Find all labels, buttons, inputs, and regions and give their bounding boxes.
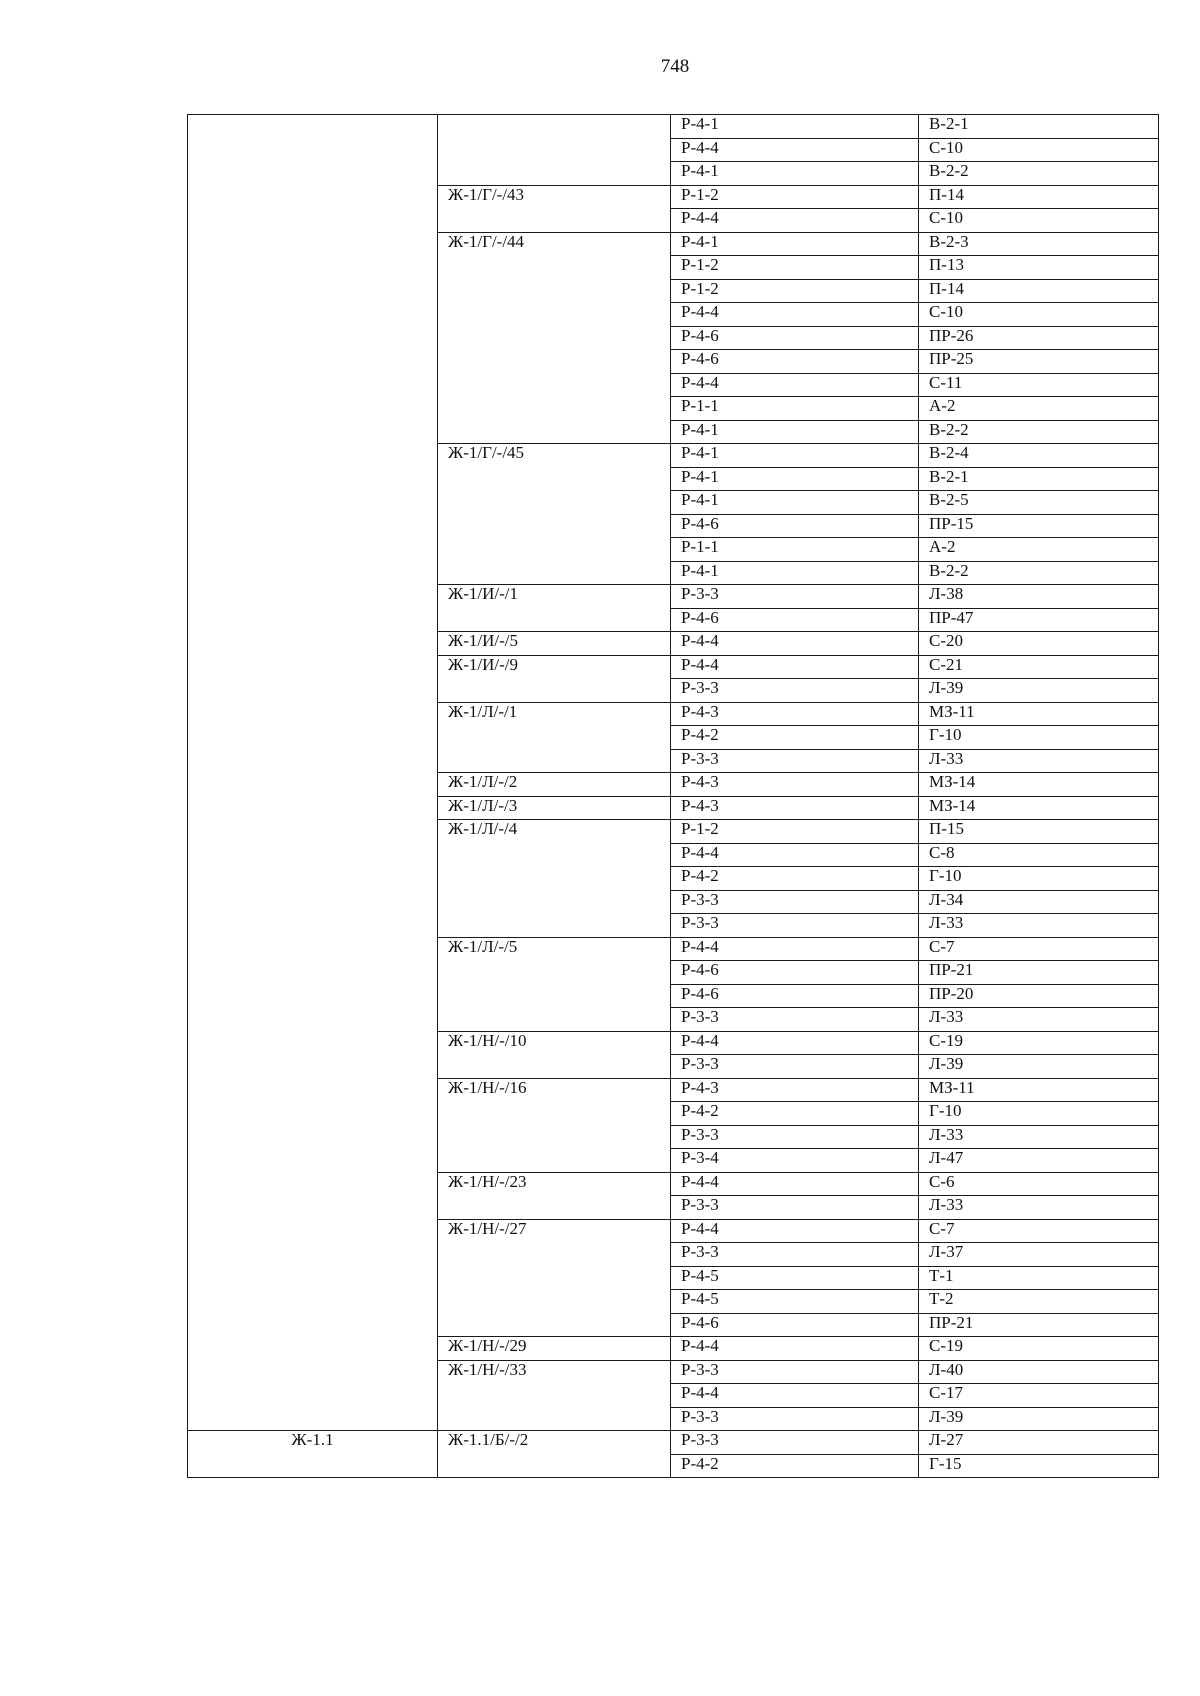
code-cell bbox=[438, 115, 671, 186]
ref-code-cell: В-2-5 bbox=[919, 491, 1159, 515]
code-cell: Ж-1/Н/-/33 bbox=[438, 1360, 671, 1431]
r-code-cell: Р-4-6 bbox=[671, 326, 919, 350]
r-code-cell: Р-4-4 bbox=[671, 303, 919, 327]
r-code-cell: Р-4-4 bbox=[671, 373, 919, 397]
r-code-cell: Р-1-1 bbox=[671, 397, 919, 421]
r-code-cell: Р-4-3 bbox=[671, 796, 919, 820]
code-cell: Ж-1/Н/-/27 bbox=[438, 1219, 671, 1337]
ref-code-cell: В-2-2 bbox=[919, 420, 1159, 444]
ref-code-cell: Л-39 bbox=[919, 1407, 1159, 1431]
r-code-cell: Р-4-6 bbox=[671, 608, 919, 632]
ref-code-cell: А-2 bbox=[919, 397, 1159, 421]
r-code-cell: Р-1-1 bbox=[671, 538, 919, 562]
r-code-cell: Р-4-6 bbox=[671, 984, 919, 1008]
r-code-cell: Р-4-4 bbox=[671, 655, 919, 679]
code-cell: Ж-1.1/Б/-/2 bbox=[438, 1431, 671, 1478]
ref-code-cell: Л-27 bbox=[919, 1431, 1159, 1455]
ref-code-cell: Л-33 bbox=[919, 1008, 1159, 1032]
r-code-cell: Р-4-1 bbox=[671, 115, 919, 139]
ref-code-cell: С-19 bbox=[919, 1031, 1159, 1055]
code-cell: Ж-1/Г/-/43 bbox=[438, 185, 671, 232]
ref-code-cell: Л-33 bbox=[919, 1125, 1159, 1149]
ref-code-cell: ПР-25 bbox=[919, 350, 1159, 374]
ref-code-cell: С-21 bbox=[919, 655, 1159, 679]
r-code-cell: Р-3-3 bbox=[671, 585, 919, 609]
code-cell: Ж-1/Н/-/29 bbox=[438, 1337, 671, 1361]
ref-code-cell: П-13 bbox=[919, 256, 1159, 280]
ref-code-cell: С-10 bbox=[919, 209, 1159, 233]
r-code-cell: Р-3-3 bbox=[671, 914, 919, 938]
r-code-cell: Р-4-1 bbox=[671, 467, 919, 491]
code-cell: Ж-1/Л/-/3 bbox=[438, 796, 671, 820]
ref-code-cell: МЗ-11 bbox=[919, 702, 1159, 726]
ref-code-cell: С-19 bbox=[919, 1337, 1159, 1361]
r-code-cell: Р-3-3 bbox=[671, 1431, 919, 1455]
ref-code-cell: Г-10 bbox=[919, 867, 1159, 891]
code-cell: Ж-1/Л/-/2 bbox=[438, 773, 671, 797]
ref-code-cell: Л-38 bbox=[919, 585, 1159, 609]
r-code-cell: Р-4-1 bbox=[671, 561, 919, 585]
ref-code-cell: Г-10 bbox=[919, 1102, 1159, 1126]
r-code-cell: Р-4-4 bbox=[671, 138, 919, 162]
category-cell: Ж-1.1 bbox=[188, 1431, 438, 1478]
r-code-cell: Р-4-4 bbox=[671, 1337, 919, 1361]
r-code-cell: Р-4-4 bbox=[671, 843, 919, 867]
r-code-cell: Р-4-6 bbox=[671, 961, 919, 985]
ref-code-cell: Л-39 bbox=[919, 679, 1159, 703]
ref-code-cell: ПР-20 bbox=[919, 984, 1159, 1008]
ref-code-cell: С-7 bbox=[919, 937, 1159, 961]
ref-code-cell: Л-34 bbox=[919, 890, 1159, 914]
r-code-cell: Р-4-4 bbox=[671, 1172, 919, 1196]
ref-code-cell: С-6 bbox=[919, 1172, 1159, 1196]
table-row bbox=[188, 115, 1159, 139]
table-body bbox=[188, 115, 1159, 1478]
r-code-cell: Р-4-4 bbox=[671, 632, 919, 656]
category-cell bbox=[188, 115, 438, 1431]
ref-code-cell: Л-37 bbox=[919, 1243, 1159, 1267]
r-code-cell: Р-4-1 bbox=[671, 491, 919, 515]
ref-code-cell: Т-1 bbox=[919, 1266, 1159, 1290]
ref-code-cell: П-14 bbox=[919, 185, 1159, 209]
code-cell: Ж-1/И/-/5 bbox=[438, 632, 671, 656]
ref-code-cell: С-11 bbox=[919, 373, 1159, 397]
r-code-cell: Р-4-1 bbox=[671, 232, 919, 256]
r-code-cell: Р-4-5 bbox=[671, 1266, 919, 1290]
code-cell: Ж-1/Н/-/23 bbox=[438, 1172, 671, 1219]
classification-table bbox=[187, 114, 1159, 1478]
r-code-cell: Р-4-4 bbox=[671, 1384, 919, 1408]
ref-code-cell: Г-10 bbox=[919, 726, 1159, 750]
r-code-cell: Р-4-2 bbox=[671, 867, 919, 891]
ref-code-cell: ПР-47 bbox=[919, 608, 1159, 632]
ref-code-cell: В-2-1 bbox=[919, 115, 1159, 139]
r-code-cell: Р-4-5 bbox=[671, 1290, 919, 1314]
ref-code-cell: ПР-21 bbox=[919, 1313, 1159, 1337]
r-code-cell: Р-1-2 bbox=[671, 185, 919, 209]
ref-code-cell: Л-47 bbox=[919, 1149, 1159, 1173]
r-code-cell: Р-4-6 bbox=[671, 514, 919, 538]
r-code-cell: Р-4-4 bbox=[671, 1219, 919, 1243]
ref-code-cell: Т-2 bbox=[919, 1290, 1159, 1314]
ref-code-cell: ПР-15 bbox=[919, 514, 1159, 538]
code-cell: Ж-1/Г/-/45 bbox=[438, 444, 671, 585]
ref-code-cell: МЗ-11 bbox=[919, 1078, 1159, 1102]
r-code-cell: Р-4-2 bbox=[671, 726, 919, 750]
ref-code-cell: С-7 bbox=[919, 1219, 1159, 1243]
r-code-cell: Р-4-4 bbox=[671, 209, 919, 233]
ref-code-cell: В-2-2 bbox=[919, 162, 1159, 186]
r-code-cell: Р-3-3 bbox=[671, 679, 919, 703]
ref-code-cell: В-2-1 bbox=[919, 467, 1159, 491]
r-code-cell: Р-4-3 bbox=[671, 1078, 919, 1102]
ref-code-cell: Л-39 bbox=[919, 1055, 1159, 1079]
ref-code-cell: Л-33 bbox=[919, 914, 1159, 938]
ref-code-cell: А-2 bbox=[919, 538, 1159, 562]
r-code-cell: Р-4-2 bbox=[671, 1454, 919, 1478]
r-code-cell: Р-4-6 bbox=[671, 1313, 919, 1337]
ref-code-cell: С-10 bbox=[919, 303, 1159, 327]
r-code-cell: Р-4-6 bbox=[671, 350, 919, 374]
page-number: 748 bbox=[660, 56, 690, 77]
ref-code-cell: П-15 bbox=[919, 820, 1159, 844]
r-code-cell: Р-3-3 bbox=[671, 1243, 919, 1267]
r-code-cell: Р-3-3 bbox=[671, 1008, 919, 1032]
r-code-cell: Р-4-1 bbox=[671, 420, 919, 444]
r-code-cell: Р-4-1 bbox=[671, 162, 919, 186]
ref-code-cell: С-10 bbox=[919, 138, 1159, 162]
code-cell: Ж-1/И/-/9 bbox=[438, 655, 671, 702]
code-cell: Ж-1/Г/-/44 bbox=[438, 232, 671, 444]
ref-code-cell: В-2-3 bbox=[919, 232, 1159, 256]
ref-code-cell: Л-40 bbox=[919, 1360, 1159, 1384]
r-code-cell: Р-4-1 bbox=[671, 444, 919, 468]
r-code-cell: Р-4-3 bbox=[671, 773, 919, 797]
r-code-cell: Р-3-3 bbox=[671, 749, 919, 773]
r-code-cell: Р-3-3 bbox=[671, 1196, 919, 1220]
r-code-cell: Р-3-3 bbox=[671, 890, 919, 914]
code-cell: Ж-1/Л/-/4 bbox=[438, 820, 671, 938]
ref-code-cell: С-20 bbox=[919, 632, 1159, 656]
code-cell: Ж-1/И/-/1 bbox=[438, 585, 671, 632]
code-cell: Ж-1/Н/-/16 bbox=[438, 1078, 671, 1172]
code-cell: Ж-1/Н/-/10 bbox=[438, 1031, 671, 1078]
r-code-cell: Р-4-3 bbox=[671, 702, 919, 726]
r-code-cell: Р-1-2 bbox=[671, 256, 919, 280]
ref-code-cell: П-14 bbox=[919, 279, 1159, 303]
r-code-cell: Р-1-2 bbox=[671, 279, 919, 303]
ref-code-cell: Г-15 bbox=[919, 1454, 1159, 1478]
ref-code-cell: С-17 bbox=[919, 1384, 1159, 1408]
ref-code-cell: В-2-2 bbox=[919, 561, 1159, 585]
ref-code-cell: ПР-26 bbox=[919, 326, 1159, 350]
ref-code-cell: МЗ-14 bbox=[919, 796, 1159, 820]
ref-code-cell: С-8 bbox=[919, 843, 1159, 867]
ref-code-cell: ПР-21 bbox=[919, 961, 1159, 985]
r-code-cell: Р-3-3 bbox=[671, 1360, 919, 1384]
r-code-cell: Р-3-3 bbox=[671, 1407, 919, 1431]
ref-code-cell: Л-33 bbox=[919, 749, 1159, 773]
r-code-cell: Р-4-2 bbox=[671, 1102, 919, 1126]
r-code-cell: Р-3-3 bbox=[671, 1055, 919, 1079]
r-code-cell: Р-4-4 bbox=[671, 937, 919, 961]
r-code-cell: Р-3-3 bbox=[671, 1125, 919, 1149]
ref-code-cell: Л-33 bbox=[919, 1196, 1159, 1220]
table-row bbox=[188, 1431, 1159, 1455]
code-cell: Ж-1/Л/-/1 bbox=[438, 702, 671, 773]
code-cell: Ж-1/Л/-/5 bbox=[438, 937, 671, 1031]
ref-code-cell: МЗ-14 bbox=[919, 773, 1159, 797]
r-code-cell: Р-4-4 bbox=[671, 1031, 919, 1055]
ref-code-cell: В-2-4 bbox=[919, 444, 1159, 468]
r-code-cell: Р-1-2 bbox=[671, 820, 919, 844]
r-code-cell: Р-3-4 bbox=[671, 1149, 919, 1173]
